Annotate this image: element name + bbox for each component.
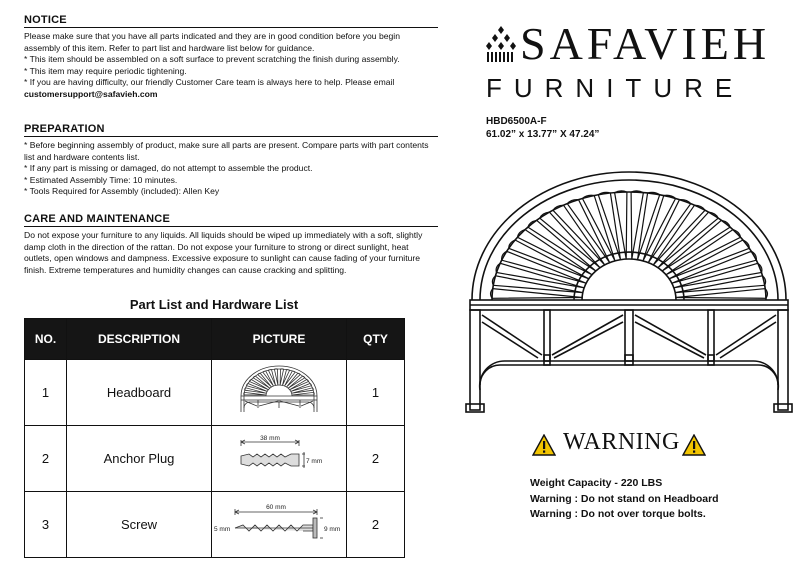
header-picture: PICTURE <box>212 319 347 360</box>
safavieh-logo-icon <box>484 24 518 64</box>
headboard-illustration <box>464 150 794 420</box>
notice-line-2: * This item should be assembled on a soft surface to prevent scratching the finish during assembly. <box>24 54 400 65</box>
headboard-picture <box>212 360 347 426</box>
part-list-table <box>24 318 405 558</box>
care-text: Do not expose your furniture to any liquids. All liquids should be wiped up immediately with a soft, slightly damp cloth in the direction of the rattan. Do not expose your furniture to strong or direct sunlight, heat outlets, open windows and dampness. Excessive exposure to sunlight can cause fading of your furniture finish. Extreme temperatures and humidity changes can cause cracking and splitting. <box>24 230 423 275</box>
plug-diameter-label: 7 mm <box>306 458 323 465</box>
notice-section <box>24 14 438 101</box>
row-no: 2 <box>25 426 67 492</box>
notice-line-4 <box>24 77 438 100</box>
preparation-line-1: * Before beginning assembly of product, make sure all parts are present. Compare parts with part contents list and hardware contents list. <box>24 140 429 162</box>
warning-icon <box>682 434 706 456</box>
preparation-line-2: * If any part is missing or damaged, do not attempt to assemble the product. <box>24 163 313 174</box>
warning-icon <box>532 434 556 456</box>
anchor-plug-icon <box>219 432 339 482</box>
warning-title: WARNING <box>563 429 680 455</box>
warning-lines <box>530 476 719 523</box>
weight-capacity: Weight Capacity - 220 LBS <box>530 477 663 489</box>
row-qty: 2 <box>347 426 405 492</box>
warning-line-1: Warning : Do not stand on Headboard <box>530 492 719 505</box>
row-qty: 1 <box>347 360 405 426</box>
headboard-icon <box>236 362 322 420</box>
table-header-row <box>25 319 405 360</box>
notice-title: NOTICE <box>24 14 438 28</box>
brand-subtitle: FURNITURE <box>486 73 745 103</box>
screw-picture <box>212 492 347 558</box>
header-qty: QTY <box>347 319 405 360</box>
model-number: HBD6500A-F <box>486 116 547 127</box>
part-list-heading: Part List and Hardware List <box>129 297 299 312</box>
row-qty: 2 <box>347 492 405 558</box>
screw-diameter-label: 5 mm <box>214 526 231 533</box>
model-info <box>486 115 599 141</box>
preparation-line-4: * Tools Required for Assembly (included): Allen Key <box>24 186 220 197</box>
row-description: Screw <box>67 492 212 558</box>
screw-head-label: 9 mm <box>324 526 341 533</box>
care-section <box>24 213 438 276</box>
brand-name: SAFAVIEH <box>520 18 771 69</box>
screw-length-label: 60 mm <box>266 504 286 511</box>
header-no: NO. <box>25 319 67 360</box>
row-no: 3 <box>25 492 67 558</box>
notice-line-4-text: * If you are having difficulty, our friendly Customer Care team is always here to help. Please email <box>24 77 395 88</box>
preparation-title: PREPARATION <box>24 123 438 137</box>
support-email-link[interactable]: customersupport@safavieh.com <box>24 88 158 99</box>
row-no: 1 <box>25 360 67 426</box>
preparation-line-3: * Estimated Assembly Time: 10 minutes. <box>24 174 178 185</box>
care-title: CARE AND MAINTENANCE <box>24 213 438 227</box>
anchor-plug-picture <box>212 426 347 492</box>
preparation-section <box>24 123 438 198</box>
header-description: DESCRIPTION <box>67 319 212 360</box>
table-row <box>25 360 405 426</box>
table-row <box>25 426 405 492</box>
notice-line-3: * This item may require periodic tightening. <box>24 65 187 76</box>
screw-icon <box>213 498 347 548</box>
model-dimensions: 61.02” x 13.77” X 47.24” <box>486 129 600 140</box>
plug-length-label: 38 mm <box>260 435 280 442</box>
warning-line-2: Warning : Do not over torque bolts. <box>530 508 706 520</box>
row-description: Headboard <box>67 360 212 426</box>
table-row <box>25 492 405 558</box>
row-description: Anchor Plug <box>67 426 212 492</box>
notice-line-1: Please make sure that you have all parts indicated and they are in good condition before you begin assembly of this item. Refer to part list and hardware list below for guidance. <box>24 31 400 53</box>
